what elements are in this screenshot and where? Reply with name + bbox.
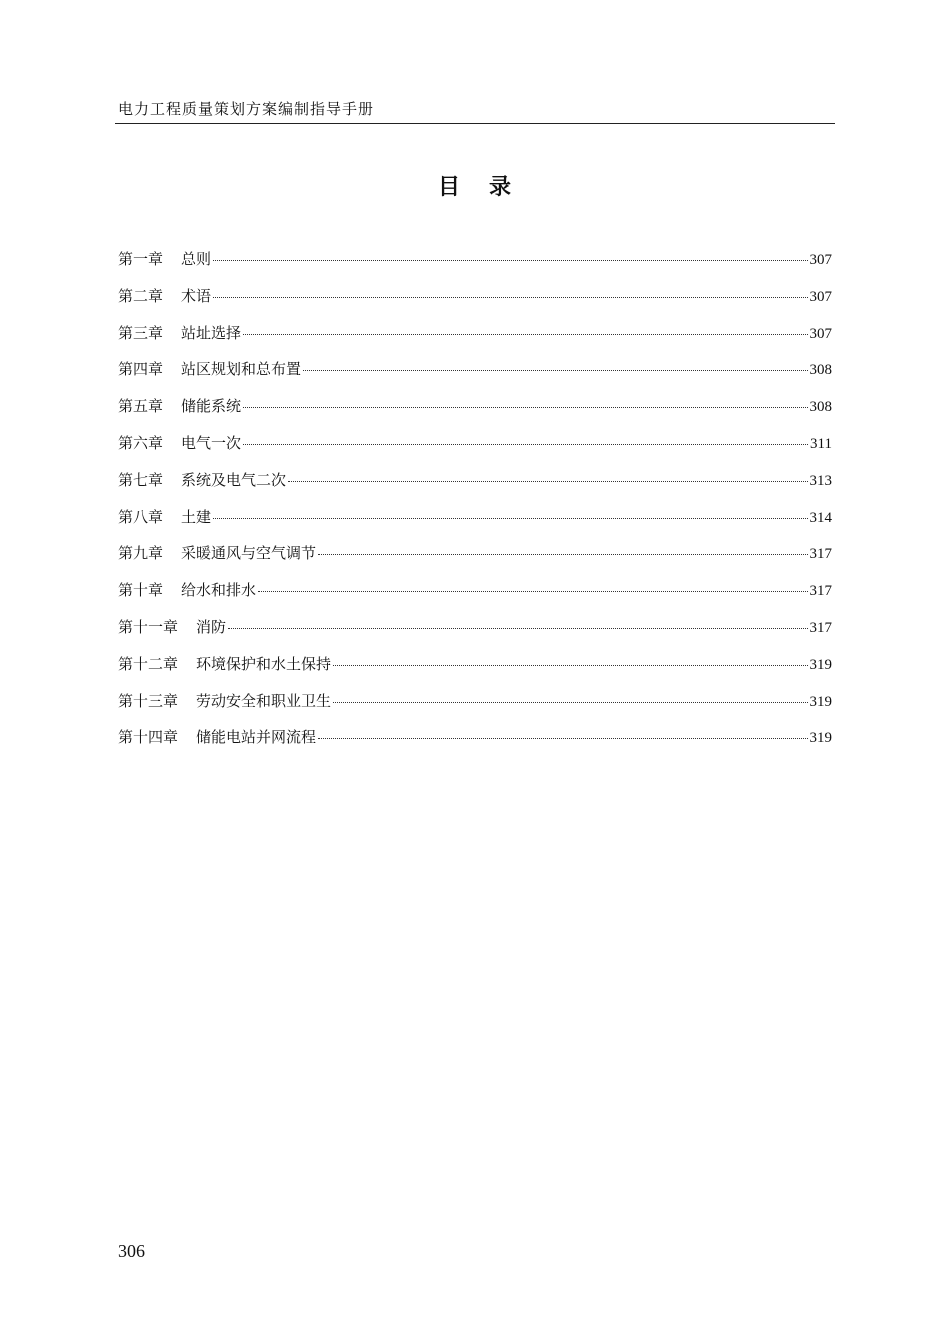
chapter-number: 第十三章 xyxy=(118,691,179,710)
chapter-number: 第九章 xyxy=(118,544,164,563)
dot-leader xyxy=(318,554,807,555)
chapter-number: 第四章 xyxy=(118,360,164,379)
chapter-page: 319 xyxy=(809,693,832,710)
chapter-page: 307 xyxy=(809,252,832,268)
toc-entry[interactable] xyxy=(118,285,832,322)
chapter-number: 第七章 xyxy=(118,470,164,489)
chapter-page: 308 xyxy=(809,399,832,416)
chapter-title: 消防 xyxy=(196,617,227,636)
chapter-title: 站区规划和总布置 xyxy=(181,360,302,379)
toc-list xyxy=(118,248,832,763)
toc-title-char-2: 录 xyxy=(489,175,513,200)
toc-entry[interactable] xyxy=(118,469,832,506)
chapter-title: 储能电站并网流程 xyxy=(196,728,317,747)
toc-entry[interactable] xyxy=(118,506,832,543)
toc-title xyxy=(0,170,950,201)
dot-leader xyxy=(213,518,807,519)
toc-entry[interactable] xyxy=(118,653,832,690)
chapter-page: 317 xyxy=(809,546,832,563)
page-number: 306 xyxy=(118,1241,145,1261)
chapter-page: 307 xyxy=(809,288,832,305)
chapter-title: 电气一次 xyxy=(181,433,242,452)
chapter-number: 第十四章 xyxy=(118,728,179,747)
toc-entry[interactable] xyxy=(118,432,832,469)
chapter-page: 319 xyxy=(809,656,832,673)
chapter-number: 第十一章 xyxy=(118,617,179,636)
chapter-title: 环境保护和水土保持 xyxy=(196,654,332,673)
chapter-page: 307 xyxy=(809,325,832,342)
chapter-page: 314 xyxy=(809,509,832,526)
toc-entry[interactable] xyxy=(118,395,832,432)
chapter-page: 308 xyxy=(809,362,832,379)
header-divider xyxy=(115,123,835,124)
chapter-title: 系统及电气二次 xyxy=(181,470,287,489)
chapter-page: 319 xyxy=(809,730,832,747)
chapter-page: 317 xyxy=(809,583,832,600)
toc-entry[interactable] xyxy=(118,322,832,359)
dot-leader xyxy=(243,407,807,408)
toc-entry[interactable] xyxy=(118,726,832,763)
chapter-title: 术语 xyxy=(181,286,212,305)
dot-leader xyxy=(288,481,807,482)
dot-leader xyxy=(333,665,807,666)
toc-entry[interactable] xyxy=(118,358,832,395)
dot-leader xyxy=(243,444,808,445)
chapter-number: 第十章 xyxy=(118,581,164,600)
chapter-title: 站址选择 xyxy=(181,323,242,342)
dot-leader xyxy=(333,702,807,703)
chapter-page: 313 xyxy=(809,472,832,489)
chapter-number: 第八章 xyxy=(118,507,164,526)
chapter-page: 317 xyxy=(809,619,832,636)
chapter-number: 第二章 xyxy=(118,286,164,305)
dot-leader xyxy=(303,370,807,371)
chapter-number: 第三章 xyxy=(118,323,164,342)
chapter-page: 311 xyxy=(810,435,832,452)
toc-entry[interactable] xyxy=(118,542,832,579)
dot-leader xyxy=(213,297,807,298)
toc-entry[interactable] xyxy=(118,690,832,727)
dot-leader xyxy=(258,591,807,592)
toc-title-char-1: 目 xyxy=(437,175,461,200)
toc-entry[interactable] xyxy=(118,248,832,285)
chapter-title: 采暖通风与空气调节 xyxy=(181,544,317,563)
dot-leader xyxy=(243,334,807,335)
chapter-number: 第十二章 xyxy=(118,654,179,673)
chapter-title: 储能系统 xyxy=(181,397,242,416)
toc-entry[interactable] xyxy=(118,616,832,653)
chapter-number: 第六章 xyxy=(118,433,164,452)
running-header-title: 电力工程质量策划方案编制指导手册 xyxy=(118,100,375,118)
toc-entry[interactable] xyxy=(118,579,832,616)
chapter-title: 给水和排水 xyxy=(181,581,257,600)
dot-leader xyxy=(228,628,807,629)
dot-leader xyxy=(318,738,807,739)
dot-leader xyxy=(213,260,807,261)
chapter-title: 劳动安全和职业卫生 xyxy=(196,691,332,710)
chapter-number: 第一章 xyxy=(118,250,164,268)
chapter-number: 第五章 xyxy=(118,397,164,416)
chapter-title: 总则 xyxy=(181,250,212,268)
chapter-title: 土建 xyxy=(181,507,212,526)
